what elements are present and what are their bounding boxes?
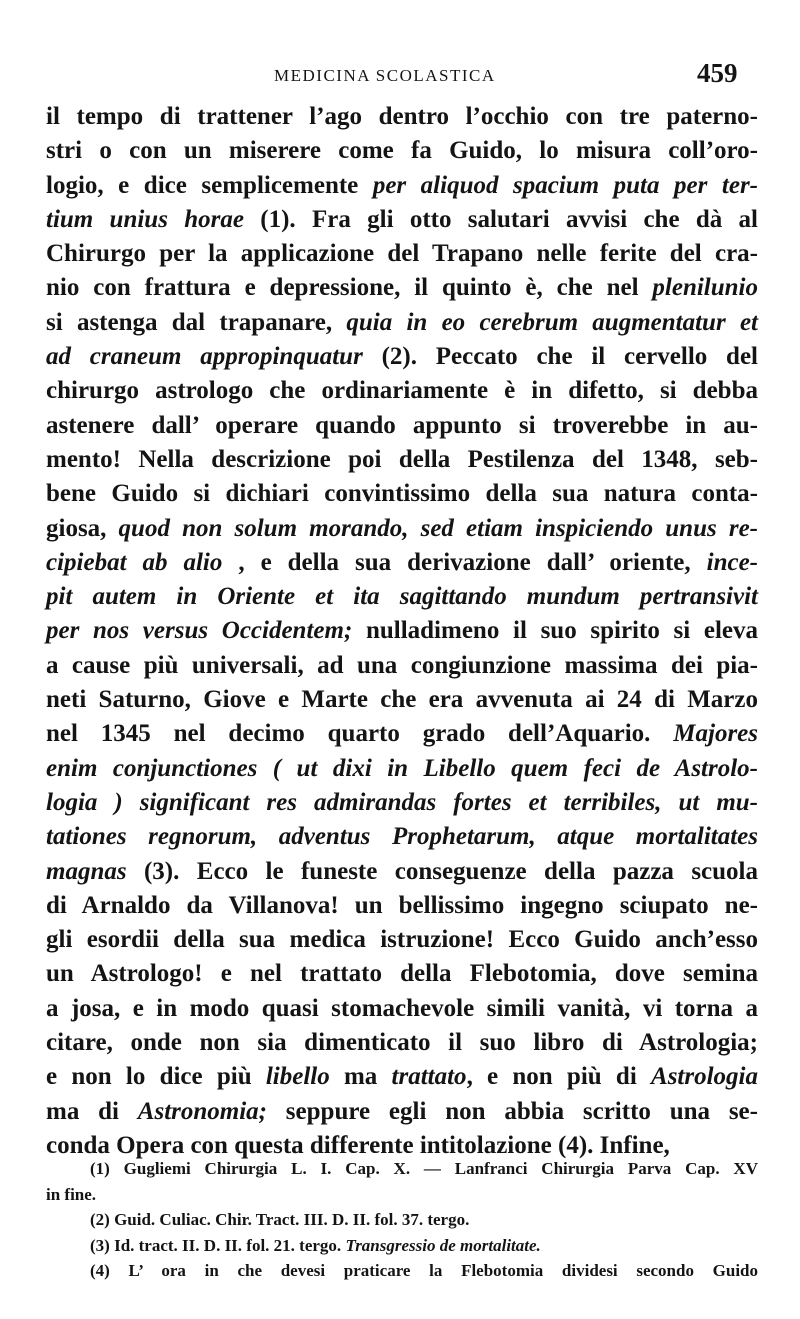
text-span: nulladimeno il suo spirito si eleva xyxy=(352,617,758,645)
italic-span: plenilunio xyxy=(652,274,758,302)
text-line xyxy=(46,546,758,580)
text-line xyxy=(46,271,758,305)
text-span: (1) Gugliemi Chirurgia L. I. Cap. X. — Lanfranci Chirurgia Parva Cap. XV xyxy=(90,1159,758,1178)
running-title: MEDICINA SCOLASTICA xyxy=(274,66,496,85)
text-line xyxy=(46,923,758,957)
text-span: a cause più universali, ad una congiunzione massima dei pia- xyxy=(46,651,758,679)
text-span: bene Guido si dichiari convintissimo della sua natura conta- xyxy=(46,480,758,508)
page-number: 459 xyxy=(697,58,738,88)
text-span: (2). Peccato che il cervello del xyxy=(362,343,758,371)
text-line xyxy=(46,1060,758,1094)
text-line xyxy=(46,477,758,511)
text-line xyxy=(46,374,758,408)
text-span: mento! Nella descrizione poi della Pestilenza del 1348, seb- xyxy=(46,445,758,473)
text-span: (1). Fra gli otto salutari avvisi che dà al xyxy=(243,205,759,233)
running-head xyxy=(0,58,800,98)
text-line xyxy=(46,169,758,203)
italic-span: tationes regnorum, adventus Prophetarum, atque mortalitates xyxy=(46,823,758,851)
text-line xyxy=(46,855,758,889)
text-span: astenere dall’ operare quando appunto si troverebbe in au- xyxy=(46,411,758,439)
text-span: stri o con un miserere come fa Guido, lo misura coll’oro- xyxy=(46,137,758,165)
text-span: giosa, xyxy=(46,514,119,542)
footnote-line xyxy=(46,1207,758,1233)
text-span: (4) L’ ora in che devesi praticare la Flebotomia dividesi secondo Guido xyxy=(90,1261,758,1280)
text-span: (2) Guid. Culiac. Chir. Tract. III. D. II. fol. 37. tergo. xyxy=(90,1210,470,1229)
text-line xyxy=(46,752,758,786)
footnote-line xyxy=(46,1156,758,1182)
text-line xyxy=(46,957,758,991)
text-span: Chirurgo per la applicazione del Trapano nelle ferite del cra- xyxy=(46,240,758,268)
text-span: , e non più di xyxy=(466,1063,652,1091)
italic-span: Majores xyxy=(673,720,758,748)
italic-span: Astronomia; xyxy=(137,1097,267,1125)
text-span: a josa, e in modo quasi stomachevole simili vanità, vi torna a xyxy=(46,994,758,1022)
text-line xyxy=(46,306,758,340)
text-line xyxy=(46,340,758,374)
text-span: di Arnaldo da Villanova! un bellissimo ingegno sciupato ne- xyxy=(46,891,758,919)
text-line xyxy=(46,717,758,751)
text-line xyxy=(46,614,758,648)
text-span: nel 1345 nel decimo quarto grado dell’Aquario. xyxy=(46,720,674,748)
text-line xyxy=(46,512,758,546)
text-line xyxy=(46,134,758,168)
text-line xyxy=(46,443,758,477)
text-line xyxy=(46,889,758,923)
italic-span: quia in eo cerebrum augmentatur et xyxy=(346,308,758,336)
text-span: , e della sua derivazione dall’ oriente, xyxy=(222,548,707,576)
text-span: (3). Ecco le funeste conseguenze della pazza scuola xyxy=(126,857,758,885)
text-span: in fine. xyxy=(46,1184,97,1204)
text-line xyxy=(46,1026,758,1060)
text-line xyxy=(46,992,758,1026)
text-span: e non lo dice più xyxy=(46,1063,266,1091)
italic-span: per aliquod spacium puta per ter- xyxy=(372,171,758,199)
italic-span: ad craneum appropinquatur xyxy=(46,343,363,371)
footnotes xyxy=(46,1156,758,1284)
text-line xyxy=(46,203,758,237)
text-line xyxy=(46,100,758,134)
text-line xyxy=(46,409,758,443)
italic-span: pit autem in Oriente et ita sagittando mundum pertransivit xyxy=(46,583,758,611)
italic-span: logia ) significant res admirandas fortes et terribiles, ut mu- xyxy=(46,788,758,816)
italic-span: ince- xyxy=(706,548,758,576)
italic-span: Transgressio de mortalitate. xyxy=(345,1235,541,1255)
text-span: ma xyxy=(329,1063,392,1091)
italic-span: quod non solum morando, sed etiam inspiciendo unus re- xyxy=(118,514,758,542)
text-span: si astenga dal trapanare, xyxy=(46,308,347,336)
body-text xyxy=(46,100,758,1163)
text-span: seppure egli non abbia scritto una se- xyxy=(267,1097,758,1125)
text-line xyxy=(46,683,758,717)
text-span: neti Saturno, Giove e Marte che era avvenuta ai 24 di Marzo xyxy=(46,686,758,714)
italic-span: cipiebat ab alio xyxy=(46,548,223,576)
text-span: il tempo di trattener l’ago dentro l’occhio con tre paterno- xyxy=(46,103,758,130)
italic-span: Astrologia xyxy=(651,1063,758,1091)
text-span: conda Opera con questa differente intitolazione (4). Infine, xyxy=(46,1131,670,1159)
footnote-line xyxy=(46,1233,758,1259)
italic-span: per nos versus Occidentem; xyxy=(46,617,353,645)
footnote-line xyxy=(46,1182,758,1208)
text-line xyxy=(46,649,758,683)
text-span: gli esordii della sua medica istruzione! Ecco Guido anch’esso xyxy=(46,926,758,954)
text-line xyxy=(46,580,758,614)
text-line xyxy=(46,786,758,820)
text-span: citare, onde non sia dimenticato il suo libro di Astrologia; xyxy=(46,1029,758,1057)
text-span: nio con frattura e depressione, il quinto è, che nel xyxy=(46,274,653,302)
text-span: ma di xyxy=(46,1097,138,1125)
italic-span: libello xyxy=(265,1063,330,1091)
italic-span: tium unius horae xyxy=(46,205,244,233)
footnote-line xyxy=(46,1258,758,1284)
text-span: (3) Id. tract. II. D. II. fol. 21. tergo. xyxy=(90,1235,346,1255)
text-line xyxy=(46,237,758,271)
text-span: chirurgo astrologo che ordinariamente è in difetto, si debba xyxy=(46,377,758,405)
text-span: un Astrologo! e nel trattato della Flebotomia, dove semina xyxy=(46,960,758,988)
italic-span: enim conjunctiones ( ut dixi in Libello quem feci de Astrolo- xyxy=(46,754,758,782)
italic-span: magnas xyxy=(46,857,127,885)
italic-span: trattato xyxy=(391,1063,467,1091)
text-line xyxy=(46,1095,758,1129)
text-span: logio, e dice semplicemente xyxy=(46,171,373,199)
text-line xyxy=(46,820,758,854)
